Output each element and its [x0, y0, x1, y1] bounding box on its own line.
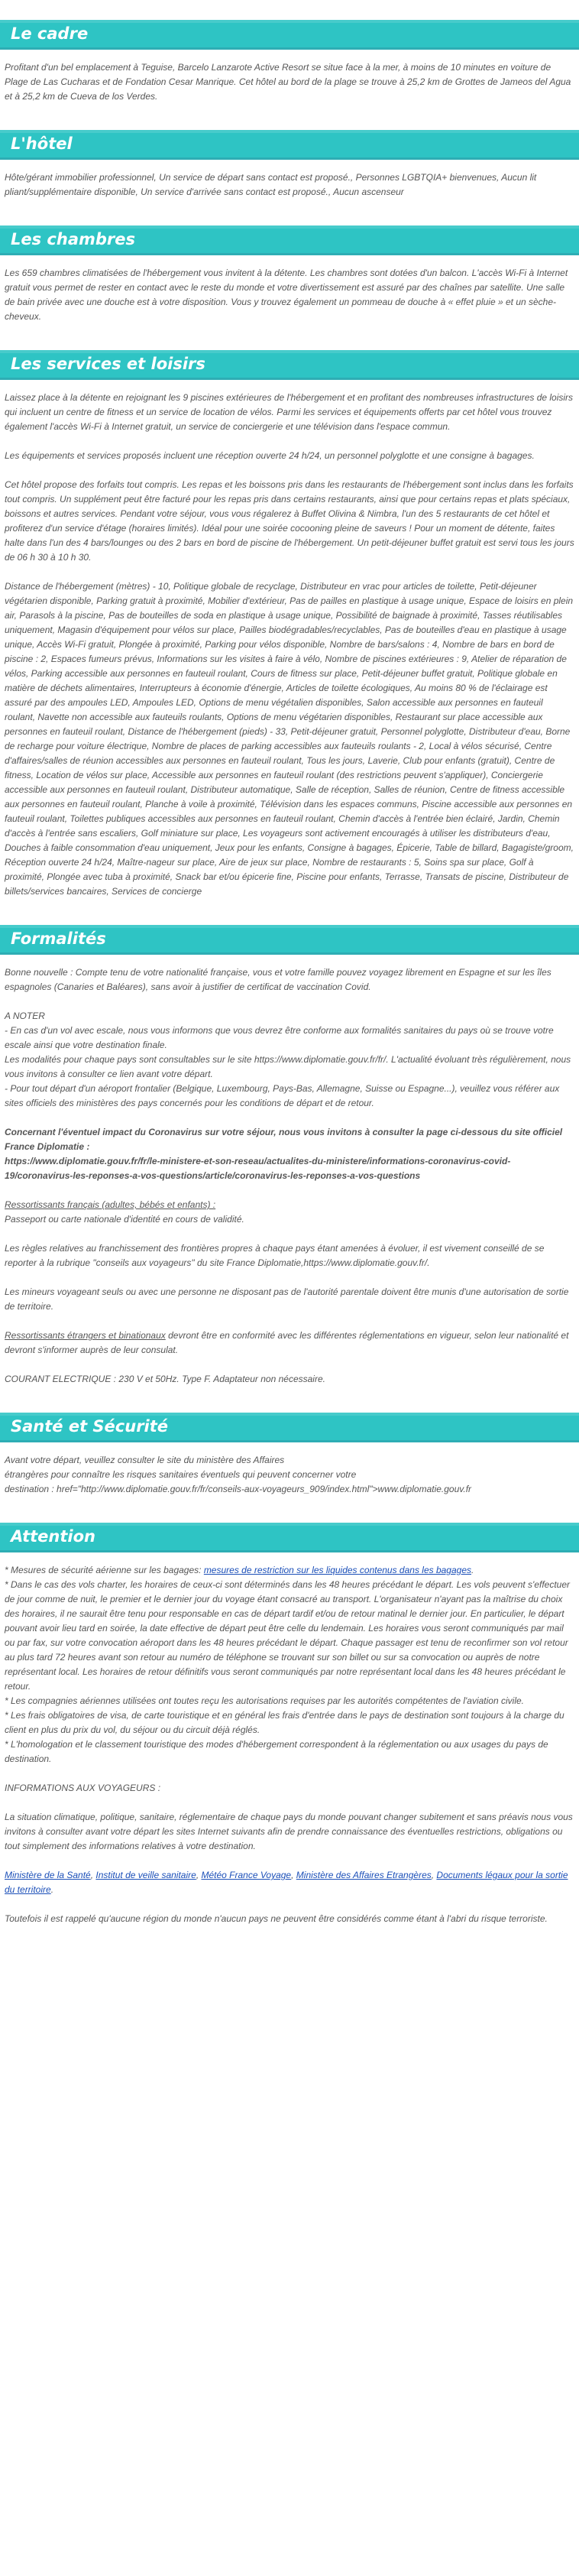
section-content: [0, 170, 579, 200]
etrangers-title: Ressortissants étrangers et binationaux: [5, 1330, 166, 1341]
link-separator: ,: [90, 1870, 96, 1880]
services-paragraph: Cet hôtel propose des forfaits tout compris. Les repas et les boissons pris dans les restaurants de l'hébergement sont inclus dans les forfaits tout compris. Un supplément peut être facturé pour les repas pris dans certains restaurants, ainsi que pour certains repas et plats spéciaux, boissons et autres services. Pendant votre séjour, vous vous régalerez à Buffet Olivina & Nimbra, l'un des 5 restaurants de cet hôtel et profiterez d'un service d'étage (horaires limités). Idéal pour une soirée cocooning pleine de saveurs ! Pour un moment de détente, faites halte dans l'un des 4 bars/lounges ou des 2 bars en bord de piscine de l'hébergement. Un petit-déjeuner buffet gratuit est servi tous les jours de 06 h 30 à 10 h 30.: [5, 479, 574, 563]
mineurs-text: Les mineurs voyageant seuls ou avec une personne ne disposant pas de l'autorité parentale doivent être munis d'une autorisation de sortie de territoire.: [5, 1286, 569, 1312]
regles-text: Les règles relatives au franchissement des frontières propres à chaque pays étant amenées à évoluer, il est vivement conseillé de se reporter à la rubrique "conseils aux voyageurs" du site France Diplomatie,https://www.diplomatie.gouv.fr/.: [5, 1243, 545, 1268]
attention-block: [5, 1563, 574, 1767]
section-title: Les services et loisirs: [11, 355, 205, 373]
sante-destination-line: destination : href="http://www.diplomatie.gouv.fr/fr/conseils-aux-voyageurs_909/index.html">www.diplomatie.gouv.fr: [5, 1484, 472, 1494]
a-noter-modalites: Les modalités pour chaque pays sont consultables sur le site https://www.diplomatie.gouv.fr/fr/. L'actualité évoluant très régulièrement, nous vous invitons à consulter ce lien avant votre départ.: [5, 1054, 571, 1079]
sante-line: étrangères pour connaître les risques sanitaires éventuels qui peuvent concerner votre: [5, 1469, 357, 1480]
etrangers-block: [5, 1329, 574, 1358]
covid-title: Concernant l'éventuel impact du Coronavirus sur votre séjour, nous vous invitons à consulter la page ci-dessous du site officiel France Diplomatie :: [5, 1127, 563, 1152]
section-content: [0, 1563, 579, 1926]
services-paragraph: Les équipements et services proposés incluent une réception ouverte 24 h/24, un personnel polyglotte et une consigne à bagages.: [5, 450, 535, 461]
situation-text: La situation climatique, politique, sanitaire, réglementaire de chaque pays du monde pouvant changer subitement et sans préavis nous vous invitons à consulter avant votre départ les sites Internet suivants afin de prendre connaissance des éventuelles restrictions, obligations ou tout simplement des informations relatives à votre destination.: [5, 1812, 573, 1851]
a-noter-escale: - En cas d'un vol avec escale, nous vous informons que vous devrez être conforme aux formalités sanitaires du pays où se trouve votre escale ainsi que votre destination finale.: [5, 1025, 554, 1050]
section-title: Attention: [11, 1527, 95, 1546]
link-affaires-etrangeres[interactable]: Ministère des Affaires Etrangères: [296, 1870, 432, 1880]
section-services: [0, 350, 579, 899]
section-banner: [0, 1413, 579, 1442]
hotel-text: Hôte/gérant immobilier professionnel, Un service de départ sans contact est proposé., Personnes LGBTQIA+ bienvenues, Aucun lit pliant/supplémentaire disponible, Un service d'arrivée sans contact est proposé., Aucun ascenseur: [5, 172, 537, 197]
mesures-prefix: * Mesures de sécurité aérienne sur les bagages:: [5, 1565, 204, 1575]
a-noter-block: [5, 1009, 574, 1111]
link-documents-legaux[interactable]: Documents légaux pour la sortie du territoire: [5, 1870, 568, 1895]
link-meteo-france[interactable]: Météo France Voyage: [201, 1870, 292, 1880]
toutefois-text: Toutefois il est rappelé qu'aucune région du monde n'aucun pays ne peuvent être considérés comme étant à l'abri du risque terroriste.: [5, 1913, 548, 1924]
section-chambres: [0, 225, 579, 324]
section-banner: [0, 350, 579, 380]
section-title: Le cadre: [11, 24, 89, 43]
a-noter-title: A NOTER: [5, 1011, 45, 1021]
liquides-restriction-link[interactable]: mesures de restriction sur les liquides contenus dans les bagages: [203, 1565, 472, 1575]
covid-block: [5, 1125, 574, 1183]
courant-text: COURANT ELECTRIQUE : 230 V et 50Hz. Type F. Adaptateur non nécessaire.: [5, 1374, 325, 1384]
section-title: Formalités: [11, 930, 106, 948]
sante-line: Avant votre départ, veuillez consulter le site du ministère des Affaires: [5, 1455, 285, 1465]
section-cadre: [0, 20, 579, 104]
section-sante: [0, 1413, 579, 1497]
ressortissants-block: [5, 1198, 574, 1227]
section-title: L'hôtel: [11, 135, 73, 153]
section-banner: [0, 20, 579, 50]
section-title: Santé et Sécurité: [11, 1417, 169, 1436]
section-content: [0, 391, 579, 899]
mesures-line: [5, 1563, 574, 1578]
info-links: [5, 1868, 574, 1897]
section-hotel: [0, 130, 579, 200]
etrangers-text: devront être en conformité avec les différentes réglementations en vigueur, selon leur nationalité et devront s'informer auprès de leur consulat.: [5, 1330, 569, 1355]
sante-block: [5, 1453, 574, 1497]
section-banner: [0, 225, 579, 255]
section-content: [0, 266, 579, 324]
links-final-dot: .: [50, 1884, 54, 1895]
section-content: [0, 60, 579, 104]
link-ministere-sante[interactable]: Ministère de la Santé: [5, 1870, 91, 1880]
ressortissants-title: Ressortissants français (adultes, bébés et enfants) :: [5, 1199, 216, 1210]
section-content: [0, 965, 579, 1387]
section-banner: [0, 925, 579, 955]
section-banner: [0, 1523, 579, 1552]
cadre-text: Profitant d'un bel emplacement à Teguise, Barcelo Lanzarote Active Resort se situe face à la mer, à moins de 10 minutes en voiture de Plage de Las Cucharas et de Fondation Cesar Manrique. Cet hôtel au bord de la plage se trouve à 25,2 km de Grottes de Jameos del Agua et à 25,2 km de Cueva de los Verdes.: [5, 62, 571, 102]
services-amenities-list: Distance de l'hébergement (mètres) - 10, Politique globale de recyclage, Distributeur en vrac pour articles de toilette, Petit-déjeuner végétarien disponible, Parking gratuit à proximité, Mobilier d'extérieur, Pas de pailles en plastique à usage unique, Espace de loisirs en plein air, Parasols à la piscine, Pas de bouteilles de soda en plastique à usage unique, Possibilité de baignade à proximité, Tasses réutilisables uniquement, Magasin d'équipement pour vélos sur place, Pailles biodégradables/recyclables, Pas de bouteilles d'eau en plastique à usage unique, Accès Wi-Fi gratuit, Plongée à proximité, Parking pour vélos disponible, Nombre de bars/salons : 4, Nombre de bars en bord de piscine : 2, Espaces fumeurs prévus, Informations sur les visites à faire à vélo, Nombre de piscines extérieures : 9, Atelier de réparation de vélos, Parking accessible aux personnes en fauteuil roulant, Cours de fitness sur place, Petit-déjeuner buffet gratuit, Politique globale en matière de déchets alimentaires, Interrupteurs à économie d'énergie, Articles de toilette écologiques, Au moins 80 % de l'éclairage est assuré par des ampoules LED, Ampoules LED, Options de menu végétalien disponibles, Salon accessible aux personnes en fauteuil roulant, Navette non accessible aux fauteuils roulants, Options de menu végétarien disponibles, Restaurant sur place accessible aux personnes en fauteuil roulant, Distance de l'hébergement (pieds) - 33, Petit-déjeuner gratuit, Personnel polyglotte, Distributeur d'eau, Borne de recharge pour voiture électrique, Nombre de places de parking accessibles aux fauteuils roulants - 2, Local à vélos sécurisé, Centre d'affaires/salles de réunion accessibles aux personnes en fauteuil roulant, Tous les jours, Laverie, Club pour enfants (gratuit), Centre de fitness, Location de vélos sur place, Accessible aux personnes en fauteuil roulant (des restrictions peuvent s'appliquer), Conciergerie accessible aux personnes en fauteuil roulant, Distributeur automatique, Salle de réception, Salles de réunion, Centre de fitness accessible aux personnes en fauteuil roulant, Planche à voile à proximité, Télévision dans les espaces communs, Piscine accessible aux personnes en fauteuil roulant, Toilettes publiques accessibles aux personnes en fauteuil roulant, Chemin d'accès à l'entrée bien éclairé, Jardin, Chemin d'accès à l'entrée sans escaliers, Golf miniature sur place, Les voyageurs sont activement encouragés à utiliser les distributeurs d'eau, Douches à faible consommation d'eau uniquement, Jeux pour les enfants, Consigne à bagages, Épicerie, Table de billard, Bagagiste/groom, Réception ouverte 24 h/24, Maître-nageur sur place, Aire de jeux sur place, Nombre de restaurants : 5, Soins spa sur place, Golf à proximité, Plongée avec tuba à proximité, Snack bar et/ou épicerie fine, Piscine pour enfants, Terrasse, Transats de piscine, Distributeur de billets/services bancaires, Services de concierge: [5, 581, 574, 897]
section-formalites: [0, 925, 579, 1387]
chambres-text: Les 659 chambres climatisées de l'hébergement vous invitent à la détente. Les chambres sont dotées d'un balcon. L'accès Wi-Fi à Internet gratuit vous permet de rester en contact avec le reste du monde et votre divertissement est assuré par des chaînes par satellite. Une salle de bain privée avec une douche est à votre disposition. Vous y trouvez également un pommeau de douche à « effet pluie » et un sèche-cheveux.: [5, 268, 568, 322]
vols-charter-text: * Dans le cas des vols charter, les horaires de ceux-ci sont déterminés dans les 48 heures précédant le départ. Les vols peuvent s'effectuer de jour comme de nuit, le premier et le dernier jour du voyage étant consacré au transport. L'organisateur n'ayant pas la maîtrise du choix des horaires, il ne saurait être tenu pour responsable en cas de départ tardif et/ou de retour matinal le dernier jour. En particulier, le départ pouvant avoir lieu tard en soirée, la date effective de départ peut être celle du lendemain. Les horaires vous seront communiqués par mail ou par fax, sur votre convocation aéroport dans les 48 heures précédant le départ. Chaque passager est tenu de reconfirmer son vol retour au plus tard 72 heures avant son retour au numéro de téléphone se trouvant sur son billet ou sur sa convocation ou auprès de notre représentant local. Les horaires de retour définitifs vous seront communiqués par notre représentant local dans les 48 heures précédant le retour.: [5, 1579, 571, 1692]
link-veille-sanitaire[interactable]: Institut de veille sanitaire: [95, 1870, 196, 1880]
link-separator: ,: [196, 1870, 202, 1880]
section-content: [0, 1453, 579, 1497]
info-voyageurs-title: INFORMATIONS AUX VOYAGEURS :: [5, 1783, 161, 1793]
link-separator: ,: [291, 1870, 296, 1880]
mesures-suffix: .: [471, 1565, 474, 1575]
section-title: Les chambres: [11, 230, 136, 248]
formalites-intro: Bonne nouvelle : Compte tenu de votre nationalité française, vous et votre famille pouvez voyagez librement en Espagne et sur les îles espagnoles (Canaries et Baléares), sans avoir à justifier de certificat de vaccination Covid.: [5, 967, 552, 992]
ressortissants-text: Passeport ou carte nationale d'identité en cours de validité.: [5, 1214, 244, 1225]
homologation-text: * L'homologation et le classement touristique des modes d'hébergement correspondent à la réglementation ou aux usages du pays de destination.: [5, 1739, 548, 1764]
frais-text: * Les frais obligatoires de visa, de carte touristique et en général les frais d'entrée dans le pays de destination sont toujours à la charge du client en plus du prix du vol, du séjour ou du circuit déjà réglés.: [5, 1710, 564, 1735]
section-attention: [0, 1523, 579, 1926]
covid-url: https://www.diplomatie.gouv.fr/fr/le-ministere-et-son-reseau/actualites-du-ministere/informations-coronavirus-covid-19/coronavirus-les-reponses-a-vos-questions/article/coronavirus-les-reponses-a-vos-questions: [5, 1156, 511, 1181]
a-noter-frontalier: - Pour tout départ d'un aéroport frontalier (Belgique, Luxembourg, Pays-Bas, Allemagne, Suisse ou Espagne...), veuillez vous référer aux sites officiels des ministères des pays concernés pour les conditions de départ et de retour.: [5, 1083, 560, 1108]
link-separator: ,: [431, 1870, 437, 1880]
services-paragraph: Laissez place à la détente en rejoignant les 9 piscines extérieures de l'hébergement et en profitant des nombreuses infrastructures de loisirs qui incluent un centre de fitness et un service de location de vélos. Parmi les services et équipements offerts par cet hôtel vous trouvez également l'accès Wi-Fi à Internet gratuit, un service de conciergerie et une télévision dans l'espace commun.: [5, 392, 574, 432]
section-banner: [0, 130, 579, 160]
compagnies-text: * Les compagnies aériennes utilisées ont toutes reçu les autorisations requises par les autorités compétentes de l'aviation civile.: [5, 1695, 524, 1706]
